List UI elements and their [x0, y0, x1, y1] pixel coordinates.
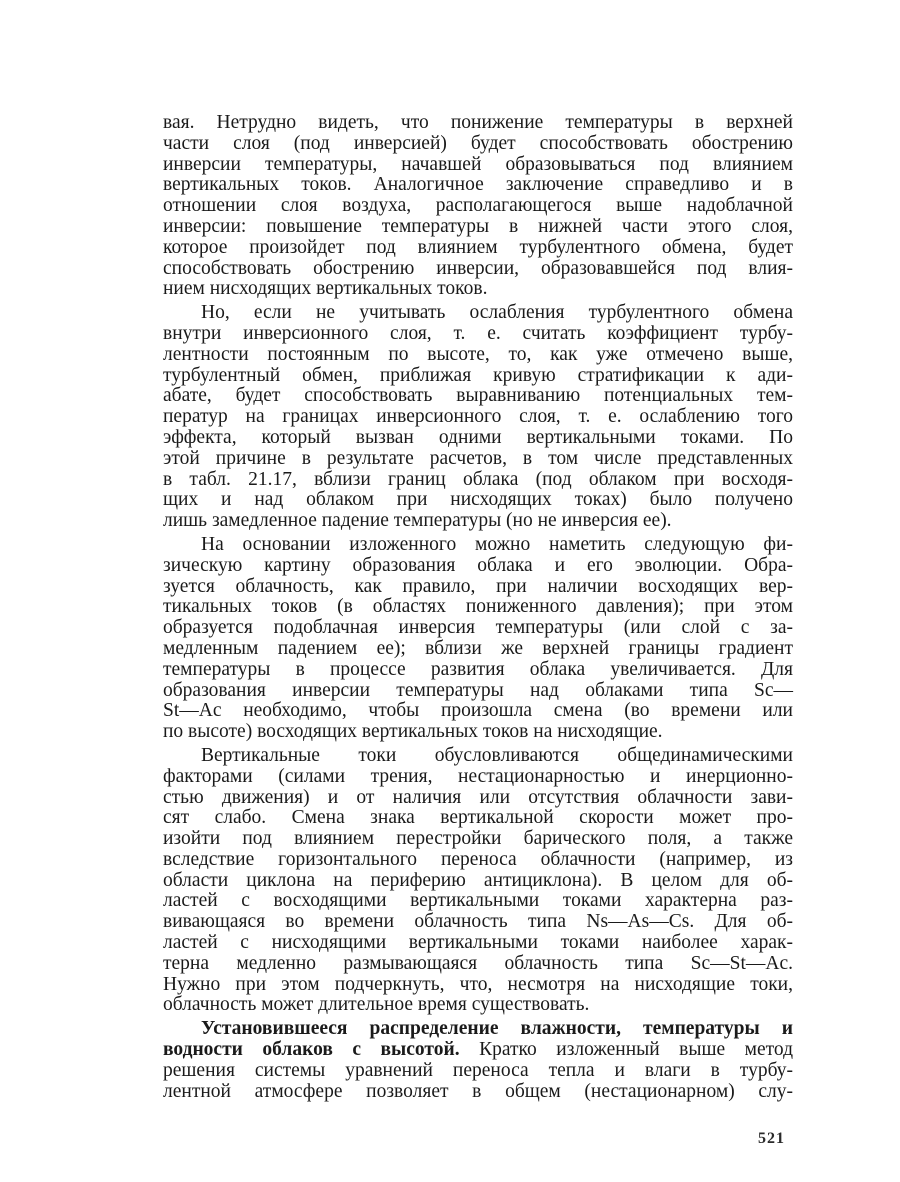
text-line: вследствие горизонтального переноса облачности (например, из: [163, 848, 793, 870]
paragraph-1: [163, 113, 793, 300]
text-line: инверсии: повышение температуры в нижней части этого слоя,: [163, 215, 793, 237]
text-line: способствовать обострению инверсии, образовавшейся под влия-: [163, 257, 793, 279]
text-line: ластей с нисходящими вертикальными токами наиболее харак-: [163, 932, 793, 954]
text-line: нием нисходящих вертикальных токов.: [163, 278, 488, 300]
text-line: вивающаяся во времени облачность типа Ns—As—Cs. Для об-: [163, 911, 793, 933]
text-line: области циклона на периферию антициклона). В целом для об-: [163, 869, 793, 891]
text-line: терна медленно размывающаяся облачность типа Sc—St—Ac.: [163, 952, 793, 974]
paragraph-4: [163, 746, 793, 1016]
text-line: внутри инверсионного слоя, т. е. считать коэффициент турбу-: [163, 322, 793, 344]
page-number: 521: [758, 1130, 785, 1147]
text-line: облачность может длительное время существовать.: [163, 994, 590, 1016]
text-line: температуры в процессе развития облака увеличивается. Для: [163, 658, 793, 680]
section-lead-heading: Установившееся распределение влажности, температуры и: [201, 1018, 793, 1040]
text-line: которое произойдет под влиянием турбулентного обмена, будет: [163, 236, 793, 258]
text-line: решения системы уравнений переноса тепла и влаги в турбу-: [163, 1059, 793, 1081]
text-line: тикальных токов (в областях пониженного давления); при этом: [163, 596, 793, 618]
text-line: отношении слоя воздуха, располагающегося выше надоблачной: [163, 195, 793, 217]
text-line: эффекта, который вызван одними вертикальными токами. По: [163, 426, 793, 448]
text-column: [163, 113, 793, 1102]
text-line: части слоя (под инверсией) будет способствовать обострению: [163, 132, 793, 154]
section-lead-heading-end: водности облаков с высотой.: [163, 1039, 460, 1061]
text-line: вертикальных токов. Аналогичное заключение справедливо и в: [163, 174, 793, 196]
text-line: абате, будет способствовать выравниванию потенциальных тем-: [163, 385, 793, 407]
text-line: зическую картину образования облака и его эволюции. Обра-: [163, 554, 793, 576]
text-line: ластей с восходящими вертикальными токами характерна раз-: [163, 890, 793, 912]
text-line: сят слабо. Смена знака вертикальной скорости может про-: [163, 807, 793, 829]
text-line: Но, если не учитывать ослабления турбулентного обмена: [201, 302, 793, 324]
text-line: по высоте) восходящих вертикальных токов на нисходящие.: [163, 721, 663, 743]
text-line: образования инверсии температуры над облаками типа Sc—: [163, 679, 793, 701]
text-line: На основании изложенного можно наметить следующую фи-: [201, 533, 793, 555]
paragraph-2: [163, 303, 793, 532]
text-line: изойти под влиянием перестройки барического поля, а также: [163, 828, 793, 850]
text-line: турбулентный обмен, приближая кривую стратификации к ади-: [163, 364, 793, 386]
text-line: образуется подоблачная инверсия температуры (или слой с за-: [163, 617, 793, 639]
text-line: медленным падением ее); вблизи же верхней границы градиент: [163, 637, 793, 659]
text-line: Нужно при этом подчеркнуть, что, несмотря на нисходящие токи,: [163, 973, 793, 995]
text-line: лентности постоянным по высоте, то, как уже отмечено выше,: [163, 343, 793, 365]
paragraph-3: [163, 535, 793, 743]
text-line: стью движения) и от наличия или отсутствия облачности зави-: [163, 786, 793, 808]
text-line: лентной атмосфере позволяет в общем (нестационарном) слу-: [163, 1080, 793, 1102]
text-line: в табл. 21.17, вблизи границ облака (под облаком при восходя-: [163, 468, 793, 490]
text-line: этой причине в результате расчетов, в том числе представленных: [163, 447, 793, 469]
text-line: вая. Нетрудно видеть, что понижение температуры в верхней: [163, 112, 793, 133]
text-line: ператур на границах инверсионного слоя, т. е. ослаблению того: [163, 406, 793, 428]
text-fragment: Кратко изложенный выше метод: [459, 1039, 793, 1061]
text-line: [163, 1040, 793, 1061]
paragraph-5: [163, 1019, 793, 1102]
text-line: лишь замедленное падение температуры (но не инверсия ее).: [163, 510, 672, 532]
text-line: зуется облачность, как правило, при наличии восходящих вер-: [163, 575, 793, 597]
text-line: Вертикальные токи обусловливаются общединамическими: [201, 744, 793, 766]
text-line: щих и над облаком при нисходящих токах) было получено: [163, 489, 793, 511]
text-line: инверсии температуры, начавшей образовываться под влиянием: [163, 153, 793, 175]
text-line: факторами (силами трения, нестационарностью и инерционно-: [163, 765, 793, 787]
text-line: St—Ac необходимо, чтобы произошла смена (во времени или: [163, 700, 793, 722]
